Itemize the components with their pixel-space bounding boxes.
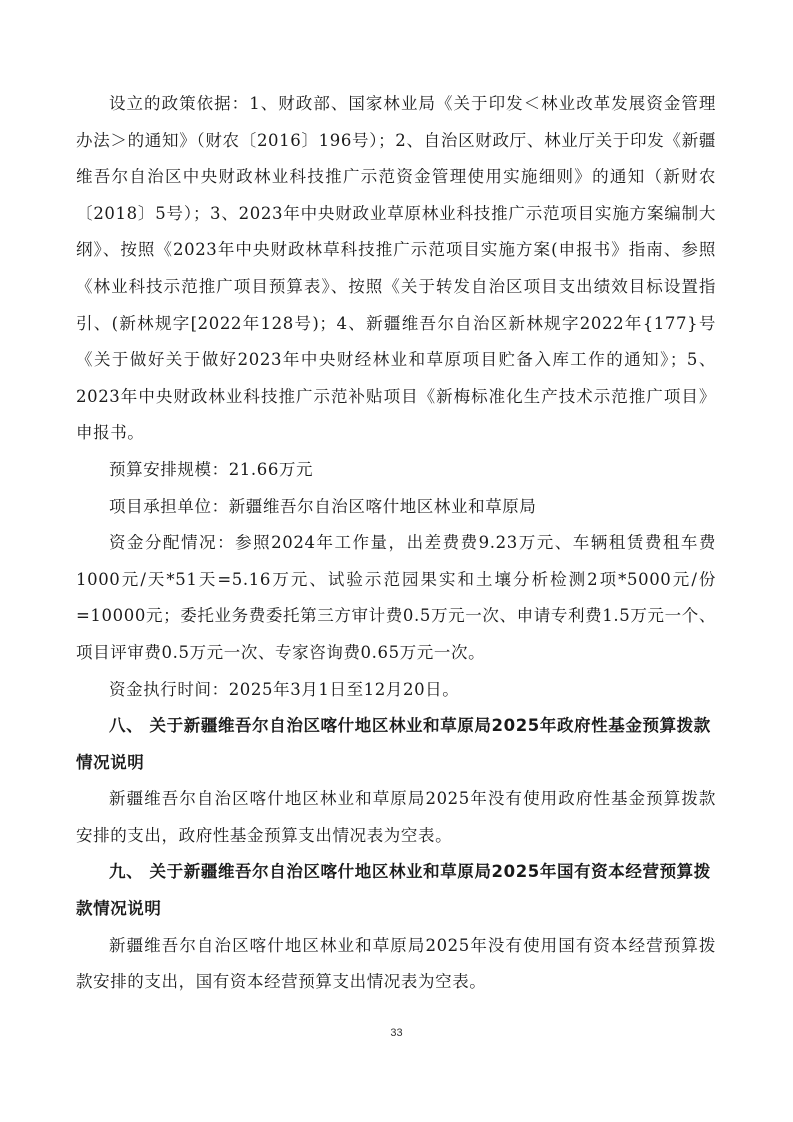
- undertaking-unit-paragraph: 项目承担单位：新疆维吾尔自治区喀什地区林业和草原局: [109, 496, 537, 516]
- section-9-body: 新疆维吾尔自治区喀什地区林业和草原局2025年没有使用国有资本经营预算拨款安排的支出，国有资本经营预算支出情况表为空表。: [76, 935, 716, 992]
- fund-allocation-paragraph: 资金分配情况：参照2024年工作量，出差费费9.23万元、车辆租赁费租车费1000元/天*51天=5.16万元、试验示范园果实和土壤分析检测2项*5000元/份=10000元；委托业务费委托第三方审计费0.5万元一次、申请专利费1.5万元一个、项目评审费0.5万元一次、专家咨询费0.65万元一次。: [76, 533, 716, 662]
- section-8-heading: 八、 关于新疆维吾尔自治区喀什地区林业和草原局2025年政府性基金预算拨款情况说明: [76, 716, 711, 772]
- policy-basis-paragraph: 设立的政策依据：1、财政部、国家林业局《关于印发＜林业改革发展资金管理办法＞的通知》（财农〔2016〕196号）；2、自治区财政厅、林业厅关于印发《新疆维吾尔自治区中央财政林业科技推广示范资金管理使用实施细则》的通知（新财农〔2018〕5号）；3、2023年中央财政业草原林业科技推广示范项目实施方案编制大纲》、按照《2023年中央财政林草科技推广示范项目实施方案(申报书》指南、参照《林业科技示范推广项目预算表》、按照《关于转发自治区项目支出绩效目标设置指引、(新林规字[2022年128号)；4、新疆维吾尔自治区新林规字2022年{177}号《关于做好关于做好2023年中央财经林业和草原项目贮备入库工作的通知》；5、2023年中央财政林业科技推广示范补贴项目《新梅标准化生产技术示范推广项目》申报书。: [76, 94, 716, 443]
- page-number: 33: [390, 1027, 403, 1039]
- section-8-body: 新疆维吾尔自治区喀什地区林业和草原局2025年没有使用政府性基金预算拨款安排的支出，政府性基金预算支出情况表为空表。: [76, 789, 716, 845]
- section-9-heading: 九、 关于新疆维吾尔自治区喀什地区林业和草原局2025年国有资本经营预算拨款情况说明: [76, 862, 711, 919]
- budget-scale-paragraph: 预算安排规模：21.66万元: [109, 459, 314, 479]
- execution-time-paragraph: 资金执行时间：2025年3月1日至12月20日。: [109, 679, 460, 699]
- document-page: [76, 86, 716, 1001]
